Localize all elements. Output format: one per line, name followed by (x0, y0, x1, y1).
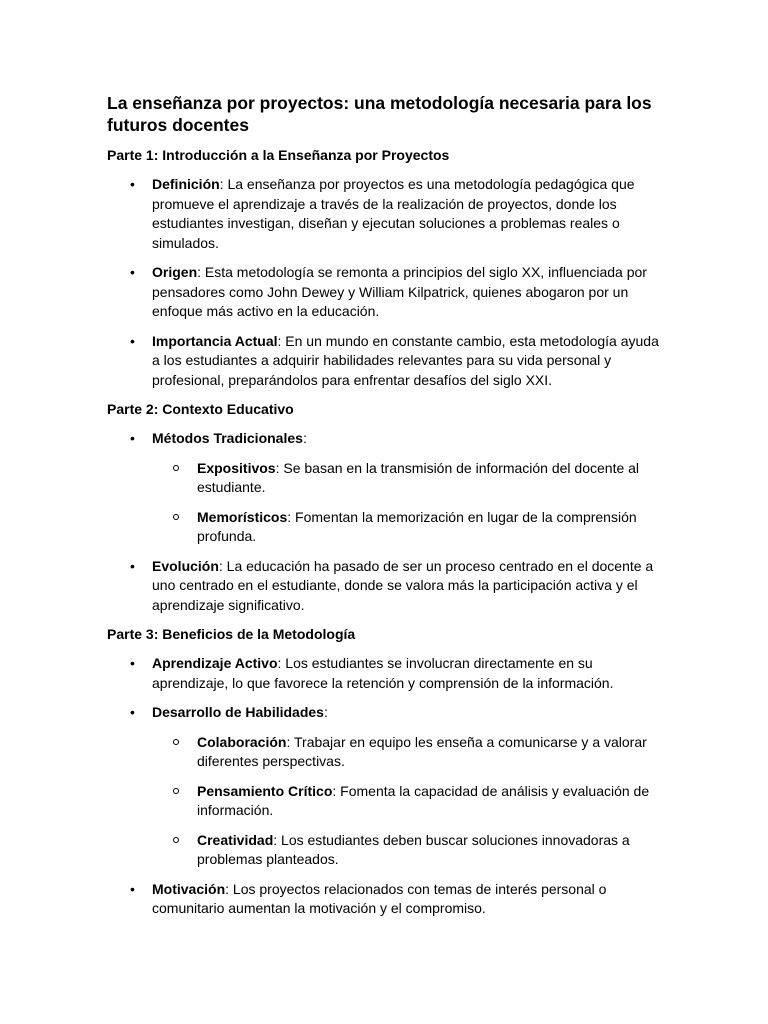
sub-list-item (152, 831, 667, 870)
list-item (107, 332, 667, 391)
bullet-list-parte-1 (107, 175, 667, 390)
item-text: : Los proyectos relacionados con temas de interés personal o comunitario aumentan la motivación y el compromiso. (152, 880, 607, 916)
bullet-dot-icon: • (130, 655, 135, 671)
item-term: Colaboración (197, 733, 287, 750)
bullet-list-parte-2 (107, 429, 667, 615)
sub-list-item (152, 459, 667, 498)
item-text: : Los estudiantes se involucran directamente en su aprendizaje, lo que favorece la retención y comprensión de la información. (152, 655, 614, 691)
bullet-dot-icon: • (130, 332, 135, 349)
list-item (107, 654, 667, 693)
list-item (107, 880, 667, 919)
sub-list-item (152, 782, 667, 821)
sub-list-item (152, 733, 667, 772)
bullet-circle-icon (173, 788, 179, 794)
section-heading-parte-3: Parte 3: Beneficios de la Metodología (107, 626, 356, 642)
item-text: : (323, 704, 328, 720)
bullet-dot-icon: • (130, 176, 135, 192)
list-item (107, 557, 667, 616)
item-text: : Esta metodología se remonta a principios del siglo XX, influenciada por pensadores como John Dewey y William Kilpatrick, quienes abogaron por un enfoque más activo en la educación. (152, 264, 647, 319)
item-term: Importancia Actual (152, 332, 278, 349)
item-term: Desarrollo de Habilidades (152, 704, 324, 720)
list-item (107, 703, 667, 870)
sub-list (152, 733, 667, 870)
document-page (107, 92, 667, 929)
list-item (107, 175, 667, 253)
item-text: : Los estudiantes deben buscar soluciones innovadoras a problemas planteados. (197, 831, 630, 867)
bullet-circle-icon (173, 514, 179, 520)
item-term: Métodos Tradicionales (152, 430, 303, 446)
bullet-circle-icon (173, 465, 179, 471)
sub-list (152, 459, 667, 547)
list-item (107, 429, 667, 547)
item-term: Expositivos (197, 459, 276, 476)
item-term: Aprendizaje Activo (152, 655, 278, 671)
bullet-list-parte-3 (107, 654, 667, 919)
bullet-dot-icon: • (130, 557, 135, 574)
sub-list-item (152, 508, 667, 547)
document-title: La enseñanza por proyectos: una metodología necesaria para los futuros docentes (107, 93, 652, 135)
item-text: : La educación ha pasado de ser un proceso centrado en el docente a uno centrado en el estudiante, donde se valora más la participación activa y el aprendizaje significativo. (152, 557, 654, 613)
item-text: : Fomenta la capacidad de análisis y evaluación de información. (197, 782, 650, 818)
bullet-dot-icon: • (130, 704, 135, 720)
item-text: : Trabajar en equipo les enseña a comunicarse y a valorar diferentes perspectivas. (197, 733, 647, 769)
item-term: Motivación (152, 880, 226, 897)
item-term: Definición (152, 176, 220, 192)
bullet-circle-icon (173, 739, 179, 745)
section-heading-parte-1: Parte 1: Introducción a la Enseñanza por Proyectos (107, 147, 450, 163)
item-text: : Se basan en la transmisión de información del docente al estudiante. (197, 459, 640, 495)
item-term: Evolución (152, 557, 219, 574)
bullet-dot-icon: • (130, 264, 135, 280)
bullet-dot-icon: • (130, 430, 135, 446)
item-text: : En un mundo en constante cambio, esta metodología ayuda a los estudiantes a adquirir habilidades relevantes para su vida personal y profesional, preparándolos para enfrentar desafíos del siglo XXI. (152, 332, 659, 388)
bullet-dot-icon: • (130, 880, 135, 897)
bullet-circle-icon (173, 837, 179, 843)
item-text: : (302, 430, 307, 446)
item-term: Pensamiento Crítico (197, 782, 333, 799)
section-heading-parte-2: Parte 2: Contexto Educativo (107, 401, 294, 417)
item-text: : La enseñanza por proyectos es una metodología pedagógica que promueve el aprendizaje a través de la realización de proyectos, donde los estudiantes investigan, diseñan y ejecutan soluciones a problemas reales o simulados. (152, 176, 635, 251)
list-item (107, 263, 667, 322)
item-term: Origen (152, 264, 198, 280)
item-term: Memorísticos (197, 508, 288, 525)
item-term: Creatividad (197, 831, 274, 848)
item-text: : Fomentan la memorización en lugar de la comprensión profunda. (197, 508, 637, 544)
